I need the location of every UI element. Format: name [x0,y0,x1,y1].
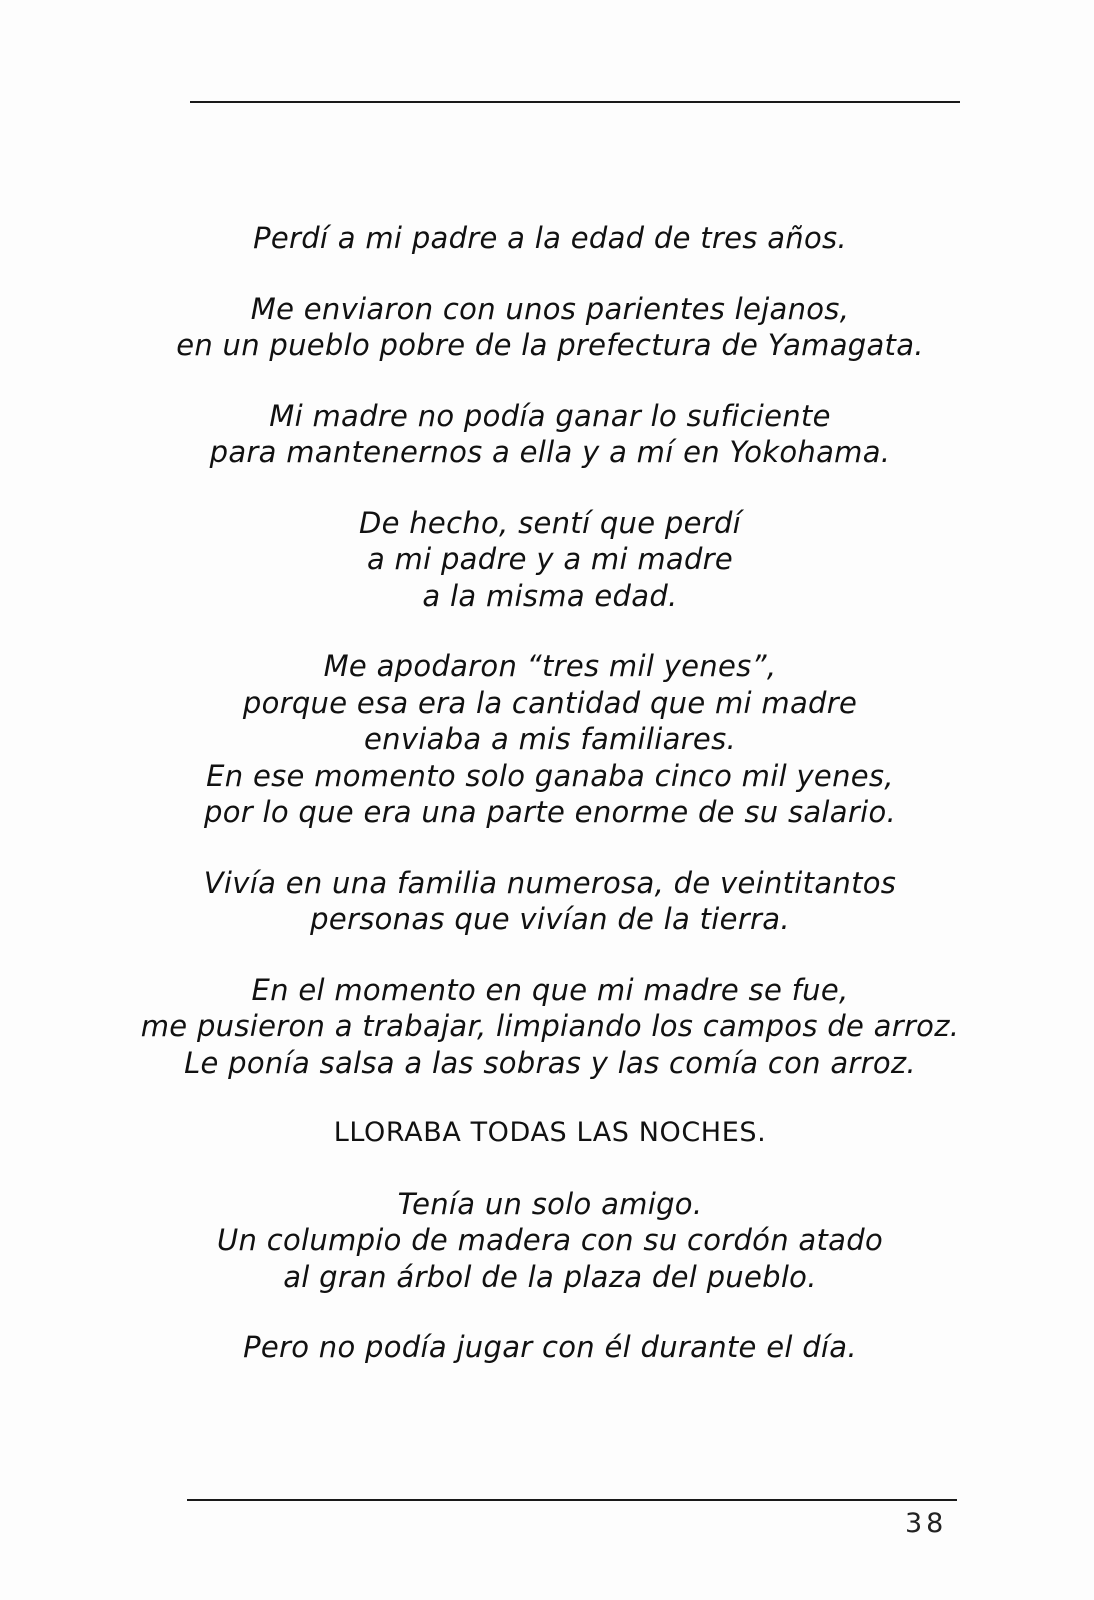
poem-line: a mi padre y a mi madre [366,542,734,576]
stanza [110,220,990,257]
stanza [110,1329,990,1366]
poem-line: Mi madre no podía ganar lo suficiente [269,398,831,433]
poem-line: porque esa era la cantidad que mi madre [242,685,858,720]
poem-line: Un columpio de madera con su cordón atado [217,1223,883,1257]
bottom-rule [187,1499,957,1501]
poem-line: enviaba a mis familiares. [364,722,736,756]
poem-line: en un pueblo pobre de la prefectura de Yamagata. [176,328,924,362]
stanza [110,398,990,471]
stanza [110,865,990,938]
poem-line: En ese momento solo ganaba cinco mil yenes, [206,758,894,793]
poem-line: De hecho, sentí que perdí [358,505,742,540]
stanza [110,972,990,1082]
stanza [110,1115,990,1152]
poem-line: por lo que era una parte enorme de su salario. [203,795,896,829]
poem-line: para mantenernos a ella y a mí en Yokohama. [209,435,891,469]
poem-line: Le ponía salsa a las sobras y las comía con arroz. [184,1045,916,1080]
poem-line: personas que vivían de la tierra. [310,902,790,936]
poem-line: me pusieron a trabajar, limpiando los campos de arroz. [140,1009,960,1043]
stanza [110,505,990,615]
poem-line: Me enviaron con unos parientes lejanos, [250,291,850,326]
stanza [110,1186,990,1296]
poem-line: Me apodaron “tres mil yenes”, [323,649,777,683]
top-rule [190,101,960,103]
poem-line: Pero no podía jugar con él durante el día. [243,1330,857,1364]
poem-text [110,220,990,1400]
poem-line: a la misma edad. [422,578,678,613]
poem-line: Tenía un solo amigo. [397,1186,703,1221]
stanza [110,291,990,364]
poem-line: al gran árbol de la plaza del pueblo. [283,1259,817,1294]
page-number: 38 [905,1508,948,1539]
poem-line: Vivía en una familia numerosa, de veintitantos [203,865,897,900]
poem-line: En el momento en que mi madre se fue, [251,972,849,1007]
poem-line: Perdí a mi padre a la edad de tres años. [253,221,847,255]
poem-line-emphasis: LLORABA TODAS LAS NOCHES. [333,1117,767,1148]
stanza [110,648,990,831]
